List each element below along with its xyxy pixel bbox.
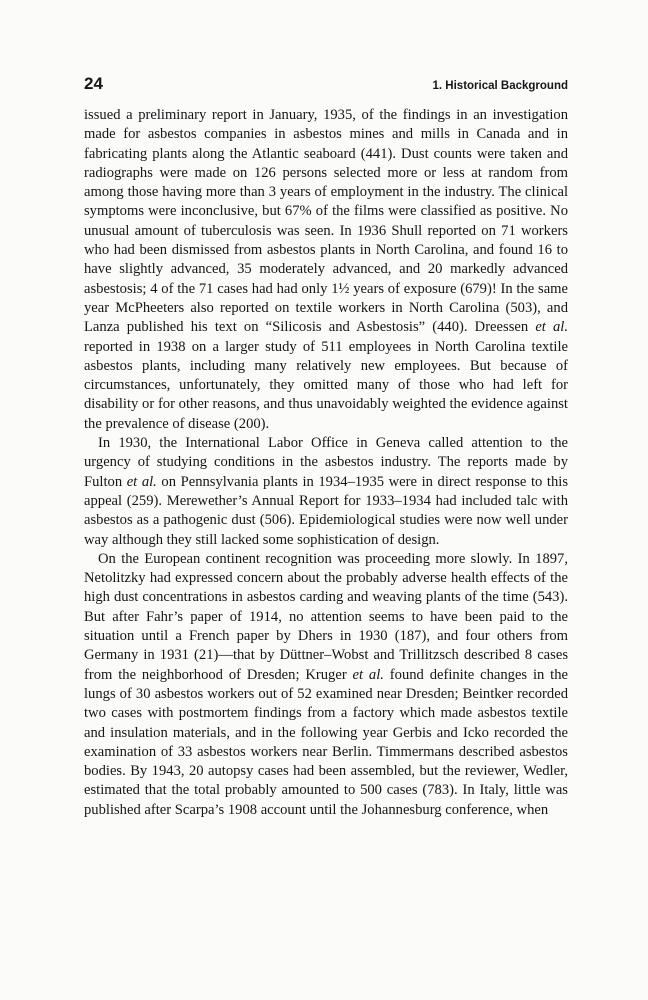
italic-text: et al. bbox=[352, 666, 384, 683]
body-text bbox=[84, 106, 568, 820]
paragraph-3 bbox=[84, 550, 568, 820]
paragraph-2 bbox=[84, 434, 568, 550]
text-run: on Pennsylvania plants in 1934–1935 were in direct response to this appeal (259). Merewether’s Annual Report for 1933–1934 had included talc with asbestos as a pathogenic dust (506). Epidemiological studies were now well under way although they still lacked some sophistication of design. bbox=[84, 473, 568, 548]
text-run: In 1930, the International Labor Office in Geneva called attention to the urgency of studying conditions in the asbestos industry. The reports made by Fulton bbox=[84, 435, 568, 490]
text-run: issued a preliminary report in January, 1935, of the findings in an investigation made for asbestos companies in asbestos mines and mills in Canada and in fabricating plants along the Atlantic seaboard (441). Dust counts were taken and radiographs were made on 126 persons selected more or less at random from among those having more than 3 years of employment in the industry. The clinical symptoms were inconclusive, but 67% of the films were classified as positive. No unusual amount of tuberculosis was seen. In 1936 Shull reported on 71 workers who had been dismissed from asbestos plants in North Carolina, and found 16 to have slightly advanced, 35 moderately advanced, and 20 markedly advanced asbestosis; 4 of the 71 cases had had only 1½ years of exposure (679)! In the same year McPheeters also reported on textile workers in North Carolina (503), and Lanza published his text on “Silicosis and Asbestosis” (440). Dreessen bbox=[84, 107, 568, 336]
text-run: found definite changes in the lungs of 30 asbestos workers out of 52 examined near Dresden; Beintker recorded two cases with postmortem findings from a factory which made asbestos textile and insulation materials, and in the following year Gerbis and Icko recorded the examination of 33 asbestos workers near Berlin. Timmermans described asbestos bodies. By 1943, 20 autopsy cases had been assembled, but the reviewer, Wedler, estimated that the total probably amounted to 500 cases (783). In Italy, little was published after Scarpa’s 1908 account until the Johannesburg conference, when bbox=[84, 666, 568, 818]
page-header bbox=[84, 74, 568, 94]
text-run: reported in 1938 on a larger study of 511 employees in North Carolina textile asbestos plants, including many relatively new employees. But because of circumstances, unfortunately, they omitted many of those who had left for disability or for other reasons, and thus unavoidably weighted the evidence against the prevalence of disease (200). bbox=[84, 338, 568, 432]
running-head: 1. Historical Background bbox=[432, 80, 568, 92]
italic-text: et al. bbox=[126, 473, 157, 490]
page-number: 24 bbox=[84, 74, 103, 93]
paragraph-1 bbox=[84, 106, 568, 434]
italic-text: et al. bbox=[535, 319, 568, 336]
text-run: On the European continent recognition was proceeding more slowly. In 1897, Netolitzky had expressed concern about the probably adverse health effects of the high dust concentrations in asbestos carding and weaving plants of the time (543). But after Fahr’s paper of 1914, no attention seems to have been paid to the situation until a French paper by Dhers in 1930 (187), and four others from Germany in 1931 (21)—that by Düttner–Wobst and Trillitzsch described 8 cases from the neighborhood of Dresden; Kruger bbox=[84, 550, 568, 683]
